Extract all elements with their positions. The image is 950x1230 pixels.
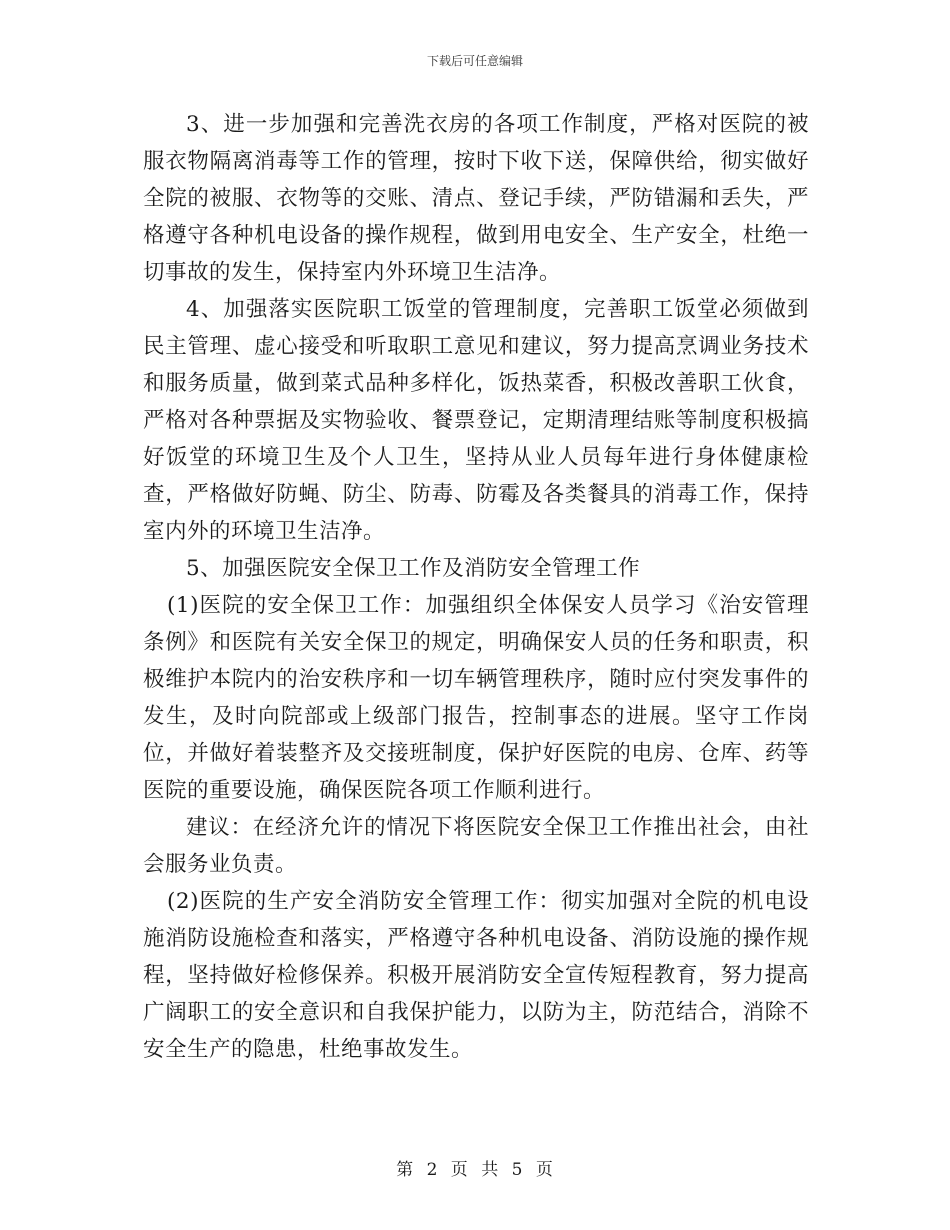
page-number: 第 2 页 共 5 页 [396,1160,554,1180]
paragraph-laundry: 3、进一步加强和完善洗衣房的各项工作制度，严格对医院的被服衣物隔离消毒等工作的管理，按时下收下送，保障供给，彻实做好全院的被服、衣物等的交账、清点、登记手续，严防错漏和丢失，严格遵守各种机电设备的操作规程，做到用电安全、生产安全，杜绝一切事故的发生，保持室内外环境卫生洁净。 [143,112,809,285]
paragraph-canteen: 4、加强落实医院职工饭堂的管理制度，完善职工饭堂必须做到民主管理、虚心接受和听取职工意见和建议，努力提高烹调业务技术和服务质量，做到菜式品种多样化，饭热菜香，积极改善职工伙食，严格对各种票据及实物验收、餐票登记，定期清理结账等制度积极搞好饭堂的环境卫生及个人卫生，坚持从业人员每年进行身体健康检查，严格做好防蝇、防尘、防毒、防霉及各类餐具的消毒工作，保持室内外的环境卫生洁净。 [143,297,809,544]
paragraph-suggestion: 建议：在经济允许的情况下将医院安全保卫工作推出社会，由社会服务业负责。 [143,815,809,877]
document-body [143,106,809,1068]
page-header-note: 下载后可任意编辑 [426,54,523,68]
paragraph-security-work: (1)医院的安全保卫工作：加强组织全体保安人员学习《治安管理条例》和医院有关安全保卫的规定，明确保安人员的任务和职责，积极维护本院内的治安秩序和一切车辆管理秩序，随时应付突发事件的发生，及时向院部或上级部门报告，控制事态的进展。坚守工作岗位，并做好着装整齐及交接班制度，保护好医院的电房、仓库、药等医院的重要设施，确保医院各项工作顺利进行。 [143,593,809,803]
paragraph-security-heading: 5、加强医院安全保卫工作及消防安全管理工作 [186,556,641,581]
paragraph-fire-safety: (2)医院的生产安全消防安全管理工作：彻实加强对全院的机电设施消防设施检查和落实，严格遵守各种机电设备、消防设施的操作规程，坚持做好检修保养。积极开展消防安全宣传短程教育，努力提高广阔职工的安全意识和自我保护能力，以防为主，防范结合，消除不安全生产的隐患，杜绝事故发生。 [143,889,809,1062]
